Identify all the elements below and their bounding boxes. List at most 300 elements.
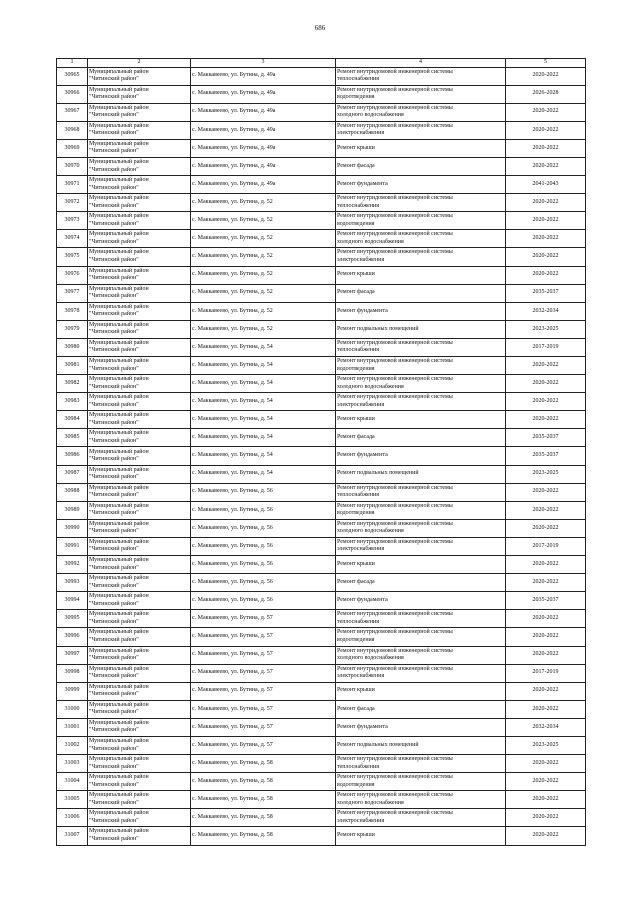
row-number-cell: 30970	[57, 157, 88, 175]
district-cell	[88, 157, 191, 175]
row-number-cell: 30984	[57, 411, 88, 429]
work-type-cell	[336, 519, 506, 537]
row-number-cell: 30994	[57, 592, 88, 610]
district-line: Муниципальный район	[89, 412, 149, 419]
row-number-cell: 31001	[57, 718, 88, 736]
district-line: Муниципальный район	[89, 68, 149, 75]
table-row	[57, 320, 586, 338]
work-type-line: теплоснабжения	[337, 763, 379, 770]
work-type-line: холодного водоснабжения	[337, 655, 404, 662]
table-row	[57, 429, 586, 447]
district-line: "Читинский район"	[89, 528, 139, 535]
address-cell: с. Маккавеево, ул. Бутина, д. 54	[191, 375, 336, 393]
work-type-line: Ремонт фасада	[337, 578, 375, 585]
work-type-cell	[336, 827, 506, 845]
district-line: Муниципальный район	[89, 303, 149, 310]
work-type-cell	[336, 266, 506, 284]
district-cell	[88, 248, 191, 266]
district-cell	[88, 700, 191, 718]
district-line: Муниципальный район	[89, 629, 149, 636]
work-type-line: электроснабжения	[337, 130, 385, 137]
district-line: "Читинский район"	[89, 636, 139, 643]
district-cell	[88, 646, 191, 664]
work-type-cell	[336, 194, 506, 212]
district-line: "Читинский район"	[89, 148, 139, 155]
table-row	[57, 465, 586, 483]
district-line: Муниципальный район	[89, 557, 149, 564]
district-line: Муниципальный район	[89, 828, 149, 835]
row-number-cell: 30992	[57, 556, 88, 574]
district-line: Муниципальный район	[89, 484, 149, 491]
work-type-cell	[336, 429, 506, 447]
row-number-cell: 30980	[57, 338, 88, 356]
district-cell	[88, 447, 191, 465]
row-number-cell: 30986	[57, 447, 88, 465]
district-cell	[88, 736, 191, 754]
address-cell: с. Маккавеево, ул. Бутина, д. 49а	[191, 121, 336, 139]
district-line: "Читинский район"	[89, 492, 139, 499]
work-type-cell	[336, 248, 506, 266]
district-line: "Читинский район"	[89, 184, 139, 191]
work-type-cell	[336, 664, 506, 682]
row-number-cell: 30982	[57, 375, 88, 393]
period-cell: 2020-2022	[506, 67, 586, 85]
period-cell: 2020-2022	[506, 809, 586, 827]
work-type-line: Ремонт внутридомовой инженерной системы	[337, 213, 453, 220]
table-row	[57, 266, 586, 284]
row-number-cell: 30983	[57, 393, 88, 411]
district-line: Муниципальный район	[89, 213, 149, 220]
work-type-line: Ремонт внутридомовой инженерной системы	[337, 647, 453, 654]
district-line: Муниципальный район	[89, 502, 149, 509]
work-type-cell	[336, 556, 506, 574]
period-cell: 2020-2022	[506, 121, 586, 139]
work-type-line: Ремонт внутридомовой инженерной системы	[337, 538, 453, 545]
table-row	[57, 537, 586, 555]
address-cell: с. Маккавеево, ул. Бутина, д. 54	[191, 447, 336, 465]
row-number-cell: 30979	[57, 320, 88, 338]
work-type-line: Ремонт фасада	[337, 289, 375, 296]
address-cell: с. Маккавеево, ул. Бутина, д. 58	[191, 827, 336, 845]
work-type-line: Ремонт внутридомовой инженерной системы	[337, 358, 453, 365]
period-cell: 2035-2037	[506, 447, 586, 465]
work-type-line: водоотведения	[337, 365, 375, 372]
work-type-line: Ремонт крыши	[337, 687, 375, 694]
table-row	[57, 755, 586, 773]
work-type-line: водоотведения	[337, 220, 375, 227]
column-number-1: 1	[57, 59, 88, 68]
table-row	[57, 284, 586, 302]
district-cell	[88, 429, 191, 447]
work-type-cell	[336, 393, 506, 411]
work-type-line: холодного водоснабжения	[337, 799, 404, 806]
work-type-line: электроснабжения	[337, 817, 385, 824]
work-type-cell	[336, 574, 506, 592]
address-cell: с. Маккавеево, ул. Бутина, д. 56	[191, 501, 336, 519]
district-cell	[88, 664, 191, 682]
work-type-line: Ремонт фундамента	[337, 180, 388, 187]
district-line: Муниципальный район	[89, 575, 149, 582]
table-row	[57, 248, 586, 266]
work-type-line: Ремонт внутридомовой инженерной системы	[337, 231, 453, 238]
row-number-cell: 30971	[57, 176, 88, 194]
work-type-line: Ремонт фундамента	[337, 597, 388, 604]
district-line: Муниципальный район	[89, 520, 149, 527]
district-cell	[88, 592, 191, 610]
work-type-cell	[336, 483, 506, 501]
work-type-cell	[336, 284, 506, 302]
work-type-line: Ремонт фасада	[337, 162, 375, 169]
district-line: Муниципальный район	[89, 267, 149, 274]
address-cell: с. Маккавеево, ул. Бутина, д. 52	[191, 212, 336, 230]
period-cell: 2020-2022	[506, 393, 586, 411]
district-line: "Читинский район"	[89, 76, 139, 83]
period-cell: 2032-2034	[506, 718, 586, 736]
work-type-line: Ремонт крыши	[337, 832, 375, 839]
district-line: "Читинский район"	[89, 329, 139, 336]
district-line: Муниципальный район	[89, 394, 149, 401]
address-cell: с. Маккавеево, ул. Бутина, д. 58	[191, 809, 336, 827]
work-type-line: теплоснабжения	[337, 618, 379, 625]
period-cell: 2020-2022	[506, 230, 586, 248]
work-type-line: Ремонт внутридомовой инженерной системы	[337, 756, 453, 763]
district-line: Муниципальный район	[89, 159, 149, 166]
district-cell	[88, 537, 191, 555]
address-cell: с. Маккавеево, ул. Бутина, д. 57	[191, 610, 336, 628]
table-row	[57, 85, 586, 103]
row-number-cell: 30978	[57, 302, 88, 320]
district-line: "Читинский район"	[89, 437, 139, 444]
district-line: "Читинский район"	[89, 311, 139, 318]
row-number-cell: 30975	[57, 248, 88, 266]
work-type-cell	[336, 212, 506, 230]
work-type-line: холодного водоснабжения	[337, 238, 404, 245]
district-line: Муниципальный район	[89, 321, 149, 328]
row-number-cell: 31000	[57, 700, 88, 718]
work-type-line: Ремонт крыши	[337, 144, 375, 151]
period-cell: 2020-2022	[506, 266, 586, 284]
work-type-line: Ремонт подвальных помещений	[337, 741, 419, 748]
work-type-cell	[336, 700, 506, 718]
district-cell	[88, 483, 191, 501]
work-type-cell	[336, 773, 506, 791]
district-cell	[88, 519, 191, 537]
work-type-cell	[336, 809, 506, 827]
district-cell	[88, 357, 191, 375]
work-type-line: Ремонт подвальных помещений	[337, 325, 419, 332]
work-type-cell	[336, 646, 506, 664]
table-row	[57, 646, 586, 664]
row-number-cell: 30976	[57, 266, 88, 284]
district-cell	[88, 809, 191, 827]
work-type-cell	[336, 338, 506, 356]
period-cell: 2020-2022	[506, 773, 586, 791]
period-cell: 2020-2022	[506, 194, 586, 212]
work-type-line: Ремонт внутридомовой инженерной системы	[337, 122, 453, 129]
address-cell: с. Маккавеево, ул. Бутина, д. 56	[191, 519, 336, 537]
work-type-line: водоотведения	[337, 94, 375, 101]
district-line: "Читинский район"	[89, 166, 139, 173]
district-line: Муниципальный район	[89, 358, 149, 365]
period-cell: 2023-2025	[506, 736, 586, 754]
district-line: "Читинский район"	[89, 238, 139, 245]
work-type-line: Ремонт крыши	[337, 560, 375, 567]
work-type-cell	[336, 302, 506, 320]
work-type-line: водоотведения	[337, 781, 375, 788]
row-number-cell: 30991	[57, 537, 88, 555]
district-cell	[88, 375, 191, 393]
address-cell: с. Маккавеево, ул. Бутина, д. 56	[191, 556, 336, 574]
table-row	[57, 194, 586, 212]
district-line: Муниципальный район	[89, 774, 149, 781]
district-line: Муниципальный район	[89, 538, 149, 545]
row-number-cell: 30965	[57, 67, 88, 85]
period-cell: 2020-2022	[506, 755, 586, 773]
column-number-2: 2	[88, 59, 191, 68]
district-cell	[88, 320, 191, 338]
district-line: "Читинский район"	[89, 112, 139, 119]
district-cell	[88, 628, 191, 646]
district-line: "Читинский район"	[89, 618, 139, 625]
period-cell: 2020-2022	[506, 411, 586, 429]
row-number-cell: 30997	[57, 646, 88, 664]
district-line: Муниципальный район	[89, 122, 149, 129]
work-type-cell	[336, 447, 506, 465]
table-row	[57, 519, 586, 537]
period-cell: 2020-2022	[506, 682, 586, 700]
table-body	[57, 59, 586, 846]
district-line: "Читинский район"	[89, 347, 139, 354]
work-type-cell	[336, 501, 506, 519]
district-cell	[88, 465, 191, 483]
work-type-cell	[336, 375, 506, 393]
work-type-cell	[336, 682, 506, 700]
district-line: "Читинский район"	[89, 781, 139, 788]
work-type-line: Ремонт внутридомовой инженерной системы	[337, 810, 453, 817]
address-cell: с. Маккавеево, ул. Бутина, д. 57	[191, 628, 336, 646]
work-type-line: Ремонт внутридомовой инженерной системы	[337, 394, 453, 401]
district-cell	[88, 791, 191, 809]
work-type-cell	[336, 85, 506, 103]
column-number-row	[57, 59, 586, 68]
work-type-line: электроснабжения	[337, 401, 385, 408]
row-number-cell: 30968	[57, 121, 88, 139]
address-cell: с. Маккавеево, ул. Бутина, д. 56	[191, 483, 336, 501]
work-type-line: водоотведения	[337, 636, 375, 643]
table-row	[57, 628, 586, 646]
work-type-line: Ремонт подвальных помещений	[337, 470, 419, 477]
work-type-line: Ремонт внутридомовой инженерной системы	[337, 774, 453, 781]
district-line: Муниципальный район	[89, 738, 149, 745]
table-row	[57, 809, 586, 827]
district-line: "Читинский район"	[89, 582, 139, 589]
work-type-cell	[336, 230, 506, 248]
table-row	[57, 121, 586, 139]
address-cell: с. Маккавеево, ул. Бутина, д. 57	[191, 682, 336, 700]
district-line: Муниципальный район	[89, 339, 149, 346]
column-number-4: 4	[336, 59, 506, 68]
work-type-line: Ремонт внутридомовой инженерной системы	[337, 520, 453, 527]
district-cell	[88, 574, 191, 592]
work-type-line: электроснабжения	[337, 673, 385, 680]
row-number-cell: 31005	[57, 791, 88, 809]
period-cell: 2020-2022	[506, 610, 586, 628]
district-line: "Читинский район"	[89, 401, 139, 408]
work-type-cell	[336, 628, 506, 646]
address-cell: с. Маккавеево, ул. Бутина, д. 58	[191, 755, 336, 773]
table-row	[57, 375, 586, 393]
work-type-line: Ремонт фундамента	[337, 452, 388, 459]
period-cell: 2020-2022	[506, 248, 586, 266]
address-cell: с. Маккавеево, ул. Бутина, д. 52	[191, 284, 336, 302]
work-type-line: Ремонт внутридомовой инженерной системы	[337, 339, 453, 346]
address-cell: с. Маккавеево, ул. Бутина, д. 52	[191, 248, 336, 266]
period-cell: 2017-2019	[506, 537, 586, 555]
row-number-cell: 30998	[57, 664, 88, 682]
period-cell: 2035-2037	[506, 284, 586, 302]
work-type-line: Ремонт внутридомовой инженерной системы	[337, 792, 453, 799]
work-type-cell	[336, 755, 506, 773]
table-row	[57, 483, 586, 501]
work-type-cell	[336, 610, 506, 628]
period-cell: 2017-2019	[506, 664, 586, 682]
district-line: "Читинский район"	[89, 456, 139, 463]
work-type-line: Ремонт внутридомовой инженерной системы	[337, 629, 453, 636]
work-type-line: теплоснабжения	[337, 76, 379, 83]
district-line: "Читинский район"	[89, 600, 139, 607]
row-number-cell: 31003	[57, 755, 88, 773]
row-number-cell: 30973	[57, 212, 88, 230]
repair-schedule-table	[56, 58, 586, 846]
district-cell	[88, 501, 191, 519]
row-number-cell: 30993	[57, 574, 88, 592]
district-cell	[88, 610, 191, 628]
table-row	[57, 411, 586, 429]
district-line: Муниципальный район	[89, 611, 149, 618]
table-row	[57, 791, 586, 809]
work-type-line: Ремонт внутридомовой инженерной системы	[337, 104, 453, 111]
work-type-line: Ремонт внутридомовой инженерной системы	[337, 611, 453, 618]
district-line: Муниципальный район	[89, 86, 149, 93]
work-type-line: электроснабжения	[337, 256, 385, 263]
work-type-line: Ремонт крыши	[337, 416, 375, 423]
address-cell: с. Маккавеево, ул. Бутина, д. 52	[191, 320, 336, 338]
district-line: Муниципальный район	[89, 285, 149, 292]
work-type-line: Ремонт внутридомовой инженерной системы	[337, 86, 453, 93]
period-cell: 2023-2025	[506, 320, 586, 338]
address-cell: с. Маккавеево, ул. Бутина, д. 49а	[191, 85, 336, 103]
district-line: Муниципальный район	[89, 466, 149, 473]
work-type-line: Ремонт фасада	[337, 434, 375, 441]
table-row	[57, 176, 586, 194]
district-line: Муниципальный район	[89, 647, 149, 654]
address-cell: с. Маккавеево, ул. Бутина, д. 54	[191, 393, 336, 411]
column-number-5: 5	[506, 59, 586, 68]
district-line: Муниципальный район	[89, 430, 149, 437]
table-row	[57, 338, 586, 356]
row-number-cell: 30974	[57, 230, 88, 248]
period-cell: 2026-2028	[506, 85, 586, 103]
table-row	[57, 664, 586, 682]
address-cell: с. Маккавеево, ул. Бутина, д. 57	[191, 700, 336, 718]
work-type-line: теплоснабжения	[337, 492, 379, 499]
work-type-cell	[336, 157, 506, 175]
row-number-cell: 30969	[57, 139, 88, 157]
district-cell	[88, 212, 191, 230]
table-row	[57, 447, 586, 465]
district-line: Муниципальный район	[89, 448, 149, 455]
work-type-cell	[336, 67, 506, 85]
period-cell: 2020-2022	[506, 157, 586, 175]
district-line: "Читинский район"	[89, 564, 139, 571]
work-type-cell	[336, 103, 506, 121]
district-line: "Читинский район"	[89, 709, 139, 716]
table-row	[57, 501, 586, 519]
district-line: "Читинский район"	[89, 817, 139, 824]
address-cell: с. Маккавеево, ул. Бутина, д. 49а	[191, 103, 336, 121]
district-line: "Читинский район"	[89, 202, 139, 209]
period-cell: 2020-2022	[506, 574, 586, 592]
period-cell: 2020-2022	[506, 501, 586, 519]
district-cell	[88, 773, 191, 791]
district-line: Муниципальный район	[89, 593, 149, 600]
period-cell: 2020-2022	[506, 628, 586, 646]
district-line: Муниципальный район	[89, 195, 149, 202]
district-line: "Читинский район"	[89, 691, 139, 698]
work-type-line: Ремонт внутридомовой инженерной системы	[337, 68, 453, 75]
period-cell: 2020-2022	[506, 375, 586, 393]
district-line: "Читинский район"	[89, 745, 139, 752]
table-row	[57, 682, 586, 700]
district-cell	[88, 67, 191, 85]
row-number-cell: 31002	[57, 736, 88, 754]
row-number-cell: 30966	[57, 85, 88, 103]
district-line: Муниципальный район	[89, 140, 149, 147]
row-number-cell: 30967	[57, 103, 88, 121]
period-cell: 2020-2022	[506, 827, 586, 845]
work-type-cell	[336, 718, 506, 736]
district-cell	[88, 176, 191, 194]
district-line: Муниципальный район	[89, 756, 149, 763]
district-cell	[88, 682, 191, 700]
row-number-cell: 31006	[57, 809, 88, 827]
district-line: "Читинский район"	[89, 546, 139, 553]
address-cell: с. Маккавеево, ул. Бутина, д. 57	[191, 664, 336, 682]
row-number-cell: 30977	[57, 284, 88, 302]
district-line: "Читинский район"	[89, 383, 139, 390]
district-line: Муниципальный район	[89, 249, 149, 256]
work-type-line: холодного водоснабжения	[337, 528, 404, 535]
period-cell: 2020-2022	[506, 357, 586, 375]
period-cell: 2020-2022	[506, 646, 586, 664]
table-row	[57, 357, 586, 375]
district-line: Муниципальный район	[89, 376, 149, 383]
work-type-cell	[336, 411, 506, 429]
period-cell: 2020-2022	[506, 519, 586, 537]
district-line: Муниципальный район	[89, 231, 149, 238]
address-cell: с. Маккавеево, ул. Бутина, д. 54	[191, 429, 336, 447]
district-cell	[88, 103, 191, 121]
work-type-line: холодного водоснабжения	[337, 112, 404, 119]
period-cell: 2020-2022	[506, 791, 586, 809]
district-cell	[88, 284, 191, 302]
work-type-line: Ремонт крыши	[337, 271, 375, 278]
address-cell: с. Маккавеево, ул. Бутина, д. 57	[191, 736, 336, 754]
period-cell: 2035-2037	[506, 592, 586, 610]
work-type-cell	[336, 537, 506, 555]
row-number-cell: 30972	[57, 194, 88, 212]
work-type-cell	[336, 357, 506, 375]
